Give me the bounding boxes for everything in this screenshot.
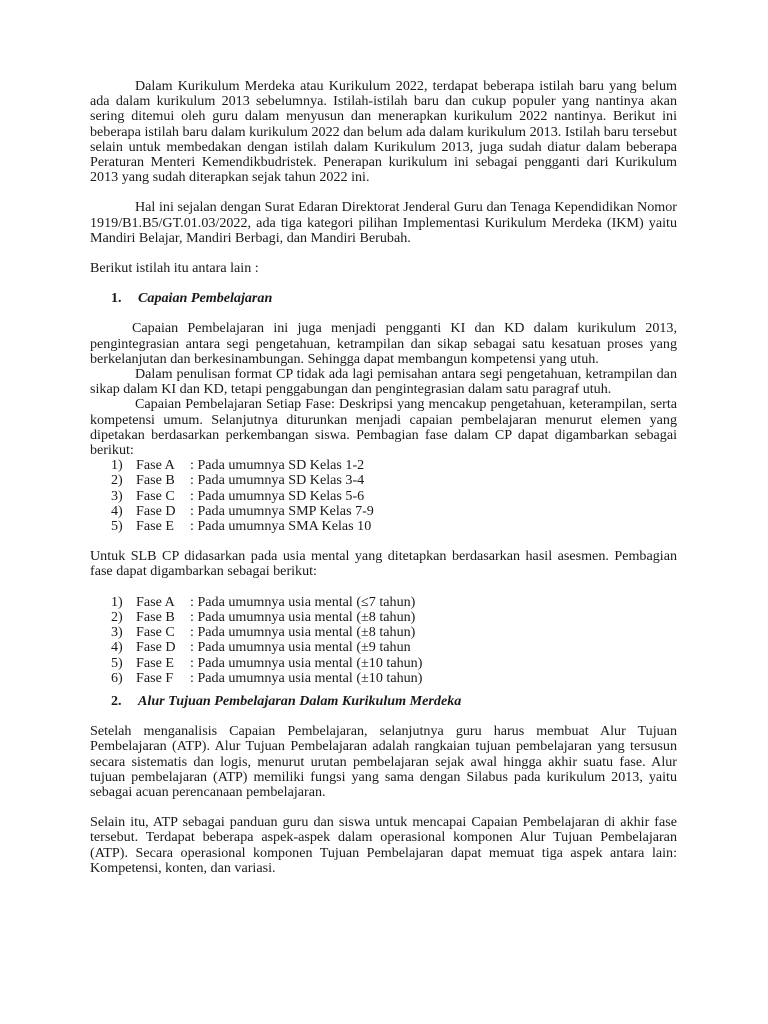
list-item <box>90 458 677 473</box>
fase-label: Fase E <box>136 518 174 535</box>
heading-number: 1. <box>111 290 122 307</box>
heading-capaian-pembelajaran <box>90 291 677 306</box>
fase-label: Fase A <box>136 593 175 610</box>
fase-label: Fase D <box>136 502 176 519</box>
list-item <box>90 640 677 655</box>
paragraph-atp-aspects: Selain itu, ATP sebagai panduan guru dan siswa untuk mencapai Capaian Pembelajaran di akhir fase tersebut. Terdapat beberapa aspek-aspek dalam operasional komponen Alur Tujuan Pembelajaran (ATP). Secara operasional komponen Tujuan Pembelajaran dapat memuat tiga aspek antara lain: Kompetensi, konten, dan variasi. <box>90 814 677 876</box>
list-item <box>90 504 677 519</box>
list-number: 2) <box>111 472 123 489</box>
fase-description: : Pada umumnya SD Kelas 1-2 <box>190 457 365 474</box>
document-page <box>90 79 677 876</box>
list-number: 4) <box>111 502 123 519</box>
fase-description: : Pada umumnya SD Kelas 5-6 <box>190 487 365 504</box>
list-number: 4) <box>111 639 123 656</box>
paragraph-surat-edaran: Hal ini sejalan dengan Surat Edaran Direktorat Jenderal Guru dan Tenaga Kependidikan Nomor 1919/B1.B5/GT.01.03/2022, ada tiga kategori pilihan Implementasi Kurikulum Merdeka (IKM) yaitu Mandiri Belajar, Mandiri Berbagi, dan Mandiri Berubah. <box>90 199 677 246</box>
fase-label: Fase A <box>136 457 175 474</box>
fase-description: : Pada umumnya usia mental (±10 tahun) <box>190 654 423 671</box>
paragraph-cp-fase: Capaian Pembelajaran Setiap Fase: Deskripsi yang mencakup pengetahuan, keterampilan, serta kompetensi umum. Selanjutnya diturunkan menjadi capaian pembelajaran menurut elemen yang dipetakan berdasarkan perkembangan siswa. Pembagian fase dalam CP dapat digambarkan sebagai berikut: <box>90 396 677 459</box>
fase-description: : Pada umumnya SMP Kelas 7-9 <box>190 502 374 519</box>
list-item <box>90 519 677 534</box>
list-item <box>90 625 677 640</box>
list-item <box>90 473 677 488</box>
paragraph-slb: Untuk SLB CP didasarkan pada usia mental yang ditetapkan berdasarkan hasil asesmen. Pembagian fase dapat digambarkan sebagai berikut: <box>90 548 677 580</box>
list-number: 5) <box>111 654 123 671</box>
fase-description: : Pada umumnya usia mental (±9 tahun <box>190 639 411 656</box>
heading-title: Capaian Pembelajaran <box>138 290 273 307</box>
list-number: 1) <box>111 593 123 610</box>
fase-description: : Pada umumnya usia mental (≤7 tahun) <box>190 593 416 610</box>
list-number: 1) <box>111 457 123 474</box>
fase-label: Fase F <box>136 669 174 686</box>
paragraph-intro: Dalam Kurikulum Merdeka atau Kurikulum 2022, terdapat beberapa istilah baru yang belum ada dalam kurikulum 2013 sebelumnya. Istilah-istilah baru dan cukup populer yang nantinya akan sering ditemui oleh guru dalam menyusun dan menerapkan kurikulum 2022 nantinya. Berikut ini beberapa istilah baru dalam kurikulum 2022 dan belum ada dalam kurikulum 2013. Istilah baru tersebut selain untuk membedakan dengan istilah dalam Kurikulum 2013, juga sudah diatur dalam beberapa Peraturan Menteri Kemendikbudristek. Penerapan kurikulum ini sebagai pengganti dari Kurikulum 2013 yang sudah diterapkan sejak tahun 2022 ini. <box>90 78 677 186</box>
fase-description: : Pada umumnya usia mental (±8 tahun) <box>190 624 416 641</box>
paragraph-cp-format: Dalam penulisan format CP tidak ada lagi pemisahan antara segi pengetahuan, ketrampilan dan sikap dalam KI dan KD, tetapi penggabungan dan pengintegrasian dalam satu paragraf utuh. <box>90 366 677 398</box>
fase-description: : Pada umumnya usia mental (±10 tahun) <box>190 669 423 686</box>
list-item <box>90 610 677 625</box>
fase-label: Fase C <box>136 624 175 641</box>
list-item <box>90 489 677 504</box>
heading-alur-tujuan-pembelajaran <box>90 694 677 709</box>
paragraph-atp-definition: Setelah menganalisis Capaian Pembelajaran, selanjutnya guru harus membuat Alur Tujuan Pembelajaran (ATP). Alur Tujuan Pembelajaran adalah rangkaian tujuan pembelajaran yang tersusun secara sistematis dan logis, menurut urutan pembelajaran sejak awal hingga akhir suatu fase. Alur tujuan pembelajaran (ATP) memiliki fungsi yang sama dengan Silabus pada kurikulum 2013, yaitu sebagai acuan perencanaan pembelajaran. <box>90 723 677 800</box>
list-number: 6) <box>111 669 123 686</box>
fase-description: : Pada umumnya SMA Kelas 10 <box>190 518 372 535</box>
fase-label: Fase C <box>136 487 175 504</box>
heading-title: Alur Tujuan Pembelajaran Dalam Kurikulum Merdeka <box>138 692 462 709</box>
list-number: 3) <box>111 487 123 504</box>
fase-label: Fase B <box>136 608 175 625</box>
list-number: 2) <box>111 608 123 625</box>
fase-description: : Pada umumnya SD Kelas 3-4 <box>190 472 365 489</box>
paragraph-list-intro: Berikut istilah itu antara lain : <box>90 260 259 277</box>
list-item <box>90 671 677 686</box>
heading-number: 2. <box>111 692 122 709</box>
list-item <box>90 595 677 610</box>
list-number: 3) <box>111 624 123 641</box>
paragraph-cp-definition: Capaian Pembelajaran ini juga menjadi pengganti KI dan KD dalam kurikulum 2013, pengintegrasian antara segi pengetahuan, ketrampilan dan sikap sebagai satu kesatuan proses yang berkelanjutan dan berkesinambungan. Sehingga dapat membangun kompetensi yang utuh. <box>90 320 677 367</box>
fase-label: Fase B <box>136 472 175 489</box>
fase-list-regular <box>90 458 677 534</box>
fase-label: Fase D <box>136 639 176 656</box>
list-item <box>90 656 677 671</box>
fase-label: Fase E <box>136 654 174 671</box>
fase-description: : Pada umumnya usia mental (±8 tahun) <box>190 608 416 625</box>
list-number: 5) <box>111 518 123 535</box>
fase-list-slb <box>90 595 677 686</box>
